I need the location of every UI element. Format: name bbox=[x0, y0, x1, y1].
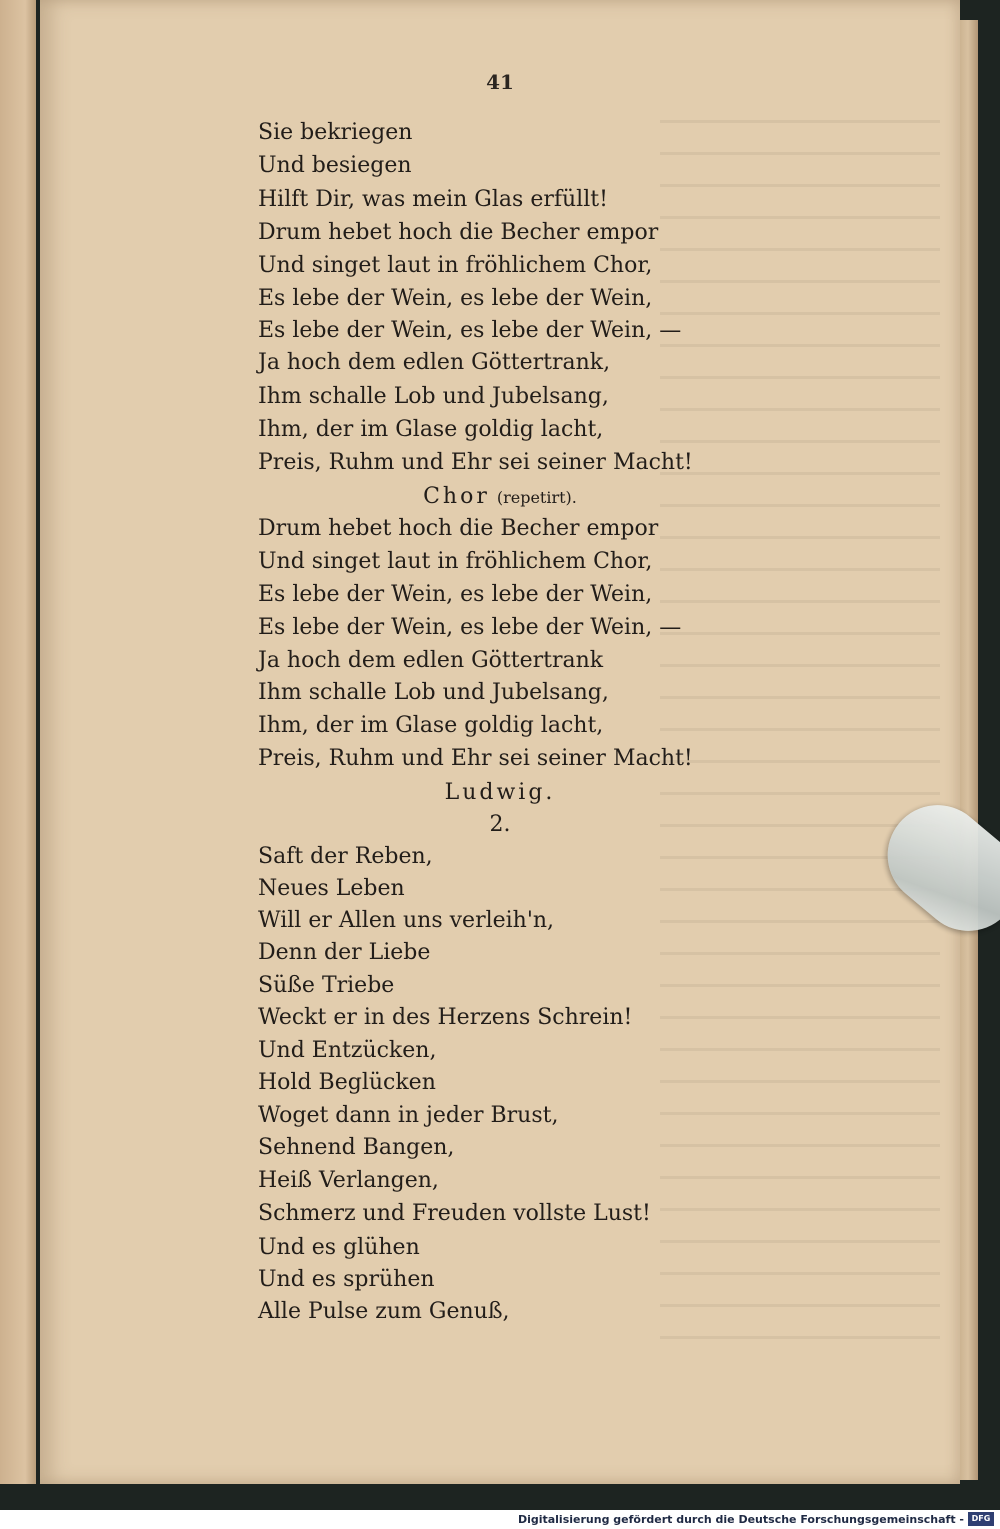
footer-bar bbox=[0, 1510, 1000, 1529]
verse-line: Und besiegen bbox=[258, 153, 412, 178]
verse-line: Schmerz und Freuden vollste Lust! bbox=[258, 1201, 651, 1226]
book-page bbox=[40, 0, 960, 1484]
verse-line: Sie bekriegen bbox=[258, 120, 413, 145]
verse-line: Heiß Verlangen, bbox=[258, 1168, 439, 1193]
previous-page-edge bbox=[0, 0, 36, 1484]
chorus-line: Drum hebet hoch die Becher empor bbox=[258, 516, 659, 541]
verse-line: Alle Pulse zum Genuß, bbox=[258, 1299, 510, 1324]
chorus-line: Es lebe der Wein, es lebe der Wein, — bbox=[258, 615, 682, 640]
verse-line: Hilft Dir, was mein Glas erfüllt! bbox=[258, 187, 608, 212]
verse-line: Und es sprühen bbox=[258, 1267, 435, 1292]
verse-line: Denn der Liebe bbox=[258, 940, 431, 965]
chor-heading bbox=[40, 486, 960, 508]
chorus-line: Preis, Ruhm und Ehr sei seiner Macht! bbox=[258, 746, 693, 771]
verse-line: Preis, Ruhm und Ehr sei seiner Macht! bbox=[258, 450, 693, 475]
page-number: 41 bbox=[486, 70, 514, 94]
verse-line: Es lebe der Wein, es lebe der Wein, — bbox=[258, 318, 682, 343]
page-stack-edge bbox=[958, 20, 978, 1480]
chorus-line: Ihm schalle Lob und Jubelsang, bbox=[258, 680, 609, 705]
verse-line: Sehnend Bangen, bbox=[258, 1135, 455, 1160]
chor-note: (repetirt). bbox=[496, 488, 577, 507]
verse-line: Drum hebet hoch die Becher empor bbox=[258, 220, 659, 245]
dfg-logo: DFG bbox=[968, 1512, 994, 1526]
verse-line: Will er Allen uns verleih'n, bbox=[258, 908, 555, 933]
verse-line: Ja hoch dem edlen Göttertrank, bbox=[258, 350, 611, 375]
verse-line: Es lebe der Wein, es lebe der Wein, bbox=[258, 286, 653, 311]
chorus-line: Und singet laut in fröhlichem Chor, bbox=[258, 549, 653, 574]
verse-line: Neues Leben bbox=[258, 876, 405, 901]
speaker-name: Ludwig. bbox=[444, 780, 556, 805]
verse-line: Ihm, der im Glase goldig lacht, bbox=[258, 417, 604, 442]
chorus-line: Ja hoch dem edlen Göttertrank bbox=[258, 648, 604, 673]
chorus-line: Ihm, der im Glase goldig lacht, bbox=[258, 713, 604, 738]
chor-title: Chor bbox=[423, 484, 490, 509]
verse-line: Hold Beglücken bbox=[258, 1070, 436, 1095]
section-number: 2. bbox=[489, 812, 511, 837]
verse-line: Saft der Reben, bbox=[258, 844, 433, 869]
show-through-text bbox=[660, 100, 940, 1360]
funding-credit: Digitalisierung gefördert durch die Deutsche Forschungsgemeinschaft - bbox=[517, 1513, 964, 1526]
verse-line: Weckt er in des Herzens Schrein! bbox=[258, 1005, 633, 1030]
verse-line: Und es glühen bbox=[258, 1235, 420, 1260]
verse-line: Und singet laut in fröhlichem Chor, bbox=[258, 253, 653, 278]
verse-line: Ihm schalle Lob und Jubelsang, bbox=[258, 384, 609, 409]
verse-line: Süße Triebe bbox=[258, 973, 395, 998]
verse-line: Woget dann in jeder Brust, bbox=[258, 1103, 559, 1128]
verse-line: Und Entzücken, bbox=[258, 1038, 437, 1063]
chorus-line: Es lebe der Wein, es lebe der Wein, bbox=[258, 582, 653, 607]
